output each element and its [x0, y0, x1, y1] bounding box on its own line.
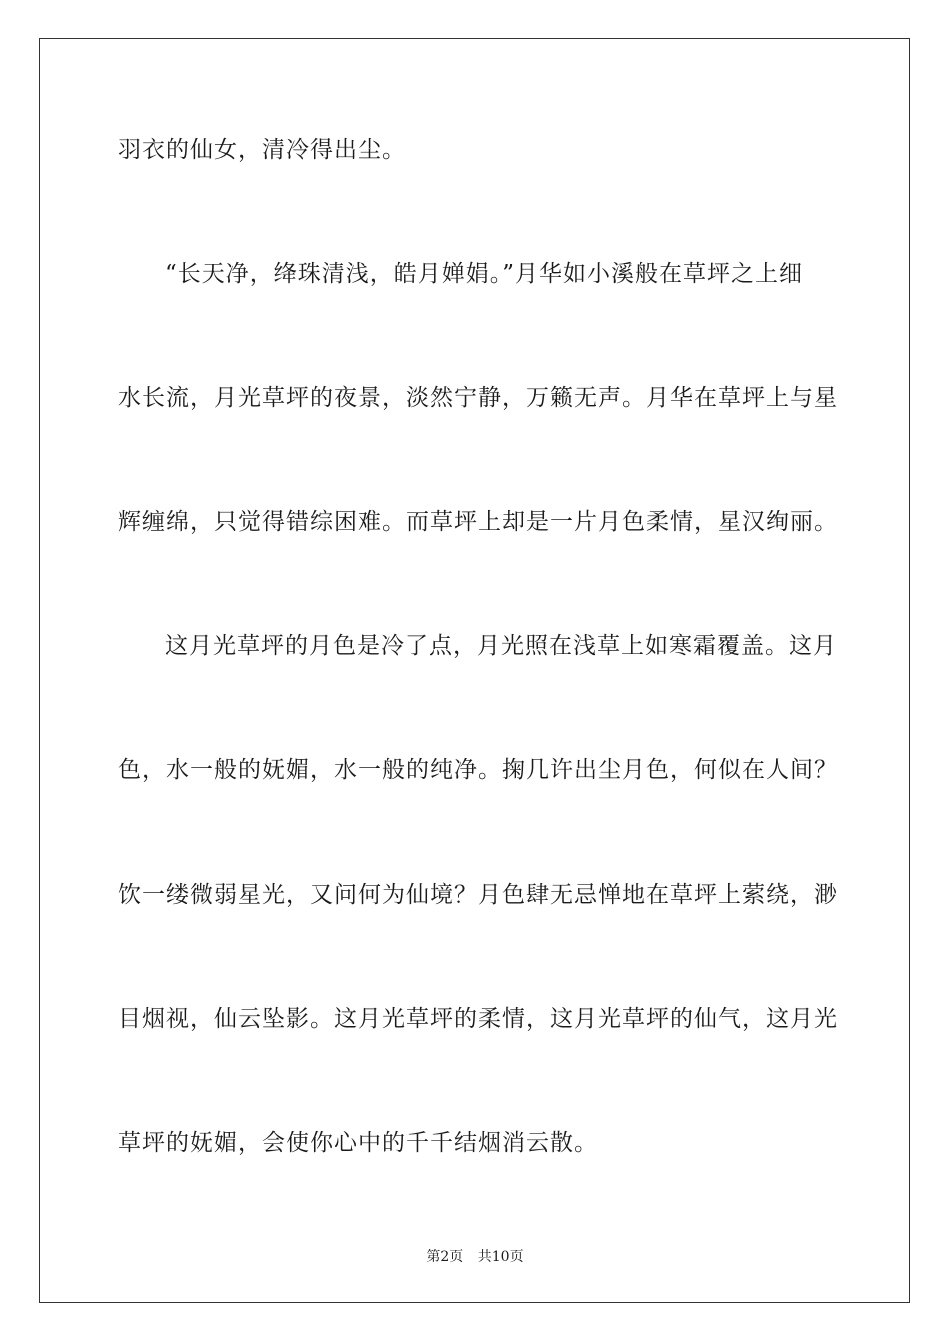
text-line-1: 羽衣的仙女，清冷得出尘。 — [118, 137, 406, 163]
text-line-7: 饮一缕微弱星光，又问何为仙境？月色肆无忌惮地在草坪上萦绕，渺 — [118, 882, 838, 908]
text-line-2: “长天净，绛珠清浅，皓月婵娟。”月华如小溪般在草坪之上细 — [165, 261, 804, 287]
page-total: 共10页 — [477, 1249, 524, 1265]
page-footer — [0, 1248, 950, 1266]
text-line-4: 辉缠绵，只觉得错综困难。而草坪上却是一片月色柔情，星汉绚丽。 — [118, 509, 838, 535]
text-line-6: 色，水一般的妩媚，水一般的纯净。掬几许出尘月色，何似在人间？ — [118, 757, 838, 783]
text-line-9: 草坪的妩媚，会使你心中的千千结烟消云散。 — [118, 1130, 598, 1156]
text-line-8: 目烟视，仙云坠影。这月光草坪的柔情，这月光草坪的仙气，这月光 — [118, 1006, 838, 1032]
page-number: 第2页 — [426, 1249, 464, 1265]
text-line-3: 水长流，月光草坪的夜景，淡然宁静，万籁无声。月华在草坪上与星 — [118, 385, 838, 411]
page-border — [39, 38, 910, 1303]
text-line-5: 这月光草坪的月色是冷了点，月光照在浅草上如寒霜覆盖。这月 — [165, 633, 837, 659]
